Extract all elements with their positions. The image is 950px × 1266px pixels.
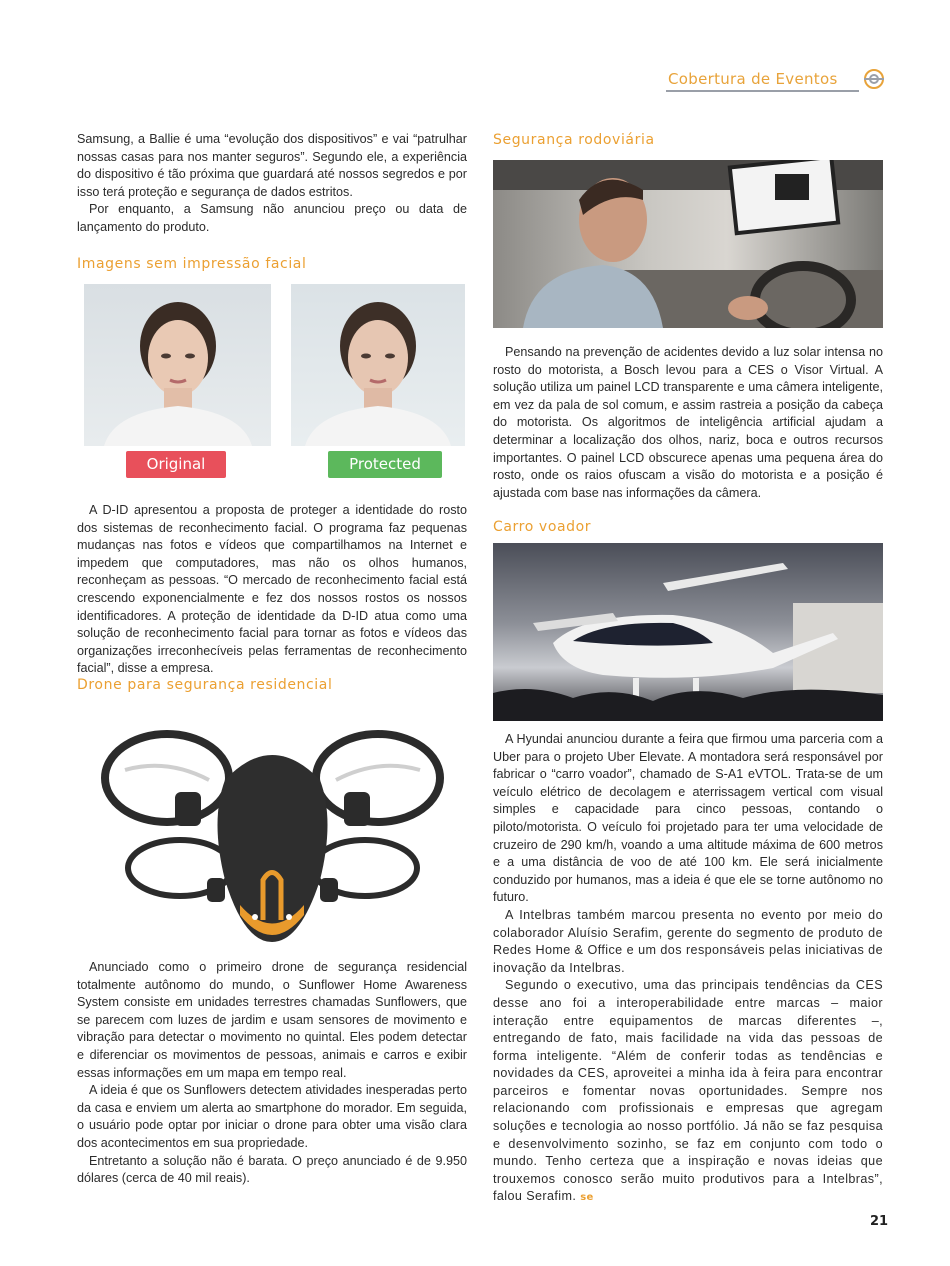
drone-illustration [95,710,450,945]
paragraph: Entretanto a solução não é barata. O preço anunciado é de 9.950 dólares (cerca de 40 mil reais). [77,1153,467,1186]
section-heading-road-safety: Segurança rodoviária [493,132,655,148]
section-heading-drone: Drone para segurança residencial [77,677,333,693]
paragraph: Pensando na prevenção de acidentes devido a luz solar intensa no rosto do motorista, a Bosch levou para a CES o Visor Virtual. A solução utiliza um painel LCD transparente e uma câmera inteligente, em vez da pala de sol comum, e assim rastreia a posição da cabeça do motorista. Os algoritmos de inteligência artificial ajudam a determinar a localização dos olhos, nariz, boca e outros recursos importantes. O painel LCD obscurece apenas uma pequena área do rosto, onde os raios ofuscam a visão do motorista e a posição é ajustada com base nas informações da câmera. [493,345,883,500]
road-safety-text [493,344,883,502]
paragraph: A D-ID apresentou a proposta de proteger a identidade do rosto dos sistemas de reconhecimento facial. O programa faz pequenas mudanças nas fotos e vídeos que compartilhamos na Internet e impedem que computadores, mas não os olhos humanos, reconheçam as pessoas. “O mercado de reconhecimento facial está crescendo exponencialmente e fez dos nossos rostos os nossos identificadores. A proteção de identidade da D-ID atua como uma solução de reconhecimento facial para tornar as fotos e vídeos das organizações irreconhecíveis pelas ferramentas de reconhecimento facial”, disse a empresa. [77,503,467,676]
driver-visor-photo [493,160,883,328]
drone-text [77,959,467,1188]
facial-text [77,502,467,678]
section-title: Cobertura de Eventos [668,70,838,88]
running-header [660,68,885,94]
driver-illustration [493,160,883,328]
drone-photo [95,710,450,945]
paragraph: A Intelbras também marcou presenta no evento por meio do colaborador Aluísio Serafim, gerente do segmento de produto de Redes Home & Office e um dos responsáveis pelas iniciativas de inovação da Intelbras. [493,907,883,975]
header-rule [666,90,859,92]
paragraph [493,977,883,1207]
section-heading-flying-car: Carro voador [493,519,592,535]
page-number: 21 [870,1214,889,1229]
badge-original: Original [126,451,226,478]
face-photo-protected [291,284,465,446]
face-illustration [84,284,271,446]
badge-protected: Protected [328,451,442,478]
intro-text [77,131,467,237]
paragraph: Anunciado como o primeiro drone de segurança residencial totalmente autônomo do mundo, o Sunflower Home Awareness System consiste em unidades terrestres chamadas Sunflowers, que se parecem com luzes de jardim e usam sensores de movimento e vibração para detectar o movimento no quintal. Eles podem detectar e diferenciar os movimentos de pessoas, animais e carros e exibir essas informações em um mapa em tempo real. [77,960,467,1080]
flying-car-text [493,731,883,1207]
face-illustration [291,284,465,446]
paragraph-text: Segundo o executivo, uma das principais tendências da CES desse ano foi a interoperabilidade entre marcas – maior interação entre equipamentos de marcas diferentes –, entregando de fato, mais facilidade na vida das pessoas de forma inteligente. “Além de conferir todas as tendências e novidades da CES, aproveitei a minha ida à feira para encontrar parceiros e fomentar novas oportunidades. Sempre nos relacionando com profissionais e empresas que agregam soluções e tecnologia ao nosso portfólio. Já não se faz pesquisa e desenvolvimento sozinho, se faz em conjunto com todo o mundo. Tenho certeza que a inspiração e novas ideias que trouxemos conosco serão muito produtivos para a Intelbras”, falou Serafim. [493,978,883,1204]
paragraph: A Hyundai anunciou durante a feira que firmou uma parceria com a Uber para o projeto Uber Elevate. A montadora será responsável por fabricar o “carro voador”, chamado de S-A1 eVTOL. Trata-se de um veículo elétrico de decolagem e aterrissagem vertical com visual simples e capacidade para cinco pessoas, contando o piloto/motorista. O veículo foi projetado para ter uma velocidade de cruzeiro de 290 km/h, voando a uma altitude máxima de 600 metros e a uma distância de voo de até 100 km. Ele será inicialmente conduzido por humanos, mas a ideia é que ele se torne autônomo no futuro. [493,732,883,905]
section-heading-facial: Imagens sem impressão facial [77,256,307,272]
flying-car-illustration [493,543,883,721]
circular-emblem-icon [863,68,885,90]
paragraph: Samsung, a Ballie é uma “evolução dos dispositivos” e vai “patrulhar nossas casas para nos manter seguros”. Segundo ele, a experiência do dispositivo é tão próxima que guardará até nossos segredos e por isso terá proteção e segurança de dados estritos. [77,132,467,199]
paragraph: A ideia é que os Sunflowers detectem atividades inesperadas perto da casa e enviem um alerta ao smartphone do morador. Em seguida, o usuário pode optar por iniciar o drone para obter uma visão clara dos acontecimentos em sua propriedade. [77,1083,467,1150]
flying-car-photo [493,543,883,721]
paragraph: Por enquanto, a Samsung não anunciou preço ou data de lançamento do produto. [77,202,467,234]
face-photo-original [84,284,271,446]
end-of-article-mark: se [580,1192,594,1204]
